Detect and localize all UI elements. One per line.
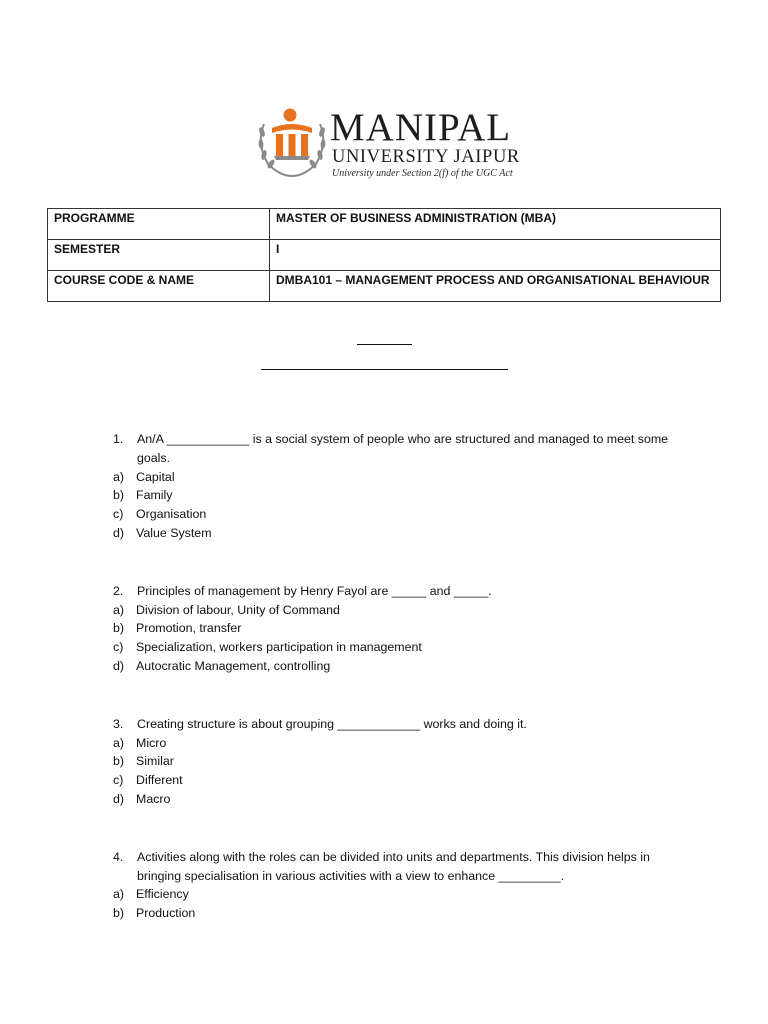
info-key: PROGRAMME <box>48 209 270 240</box>
course-info-table <box>47 208 721 302</box>
info-value: DMBA101 – MANAGEMENT PROCESS AND ORGANISATIONAL BEHAVIOUR <box>270 271 721 302</box>
divider-short <box>357 344 412 345</box>
logo-title: MANIPAL <box>330 106 512 149</box>
question-1 <box>0 430 768 543</box>
option-text: Specialization, workers participation in management <box>136 640 422 655</box>
question-list <box>0 430 768 962</box>
question-text: An/A ____________ is a social system of people who are structured and managed to meet some goals. <box>137 432 669 465</box>
info-key: COURSE CODE & NAME <box>48 271 270 302</box>
option-text: Micro <box>136 735 167 750</box>
option <box>0 657 768 676</box>
question-text: Principles of management by Henry Fayol are _____ and _____. <box>137 583 492 598</box>
option-text: Division of labour, Unity of Command <box>136 602 340 617</box>
option <box>0 468 768 487</box>
question-2 <box>0 582 768 676</box>
option-text: Family <box>136 488 173 503</box>
option <box>0 505 768 524</box>
question-number: 2. <box>113 583 124 598</box>
question-text: Activities along with the roles can be divided into units and departments. This division helps in bringing specialisation in various activities with a view to enhance _________. <box>137 849 650 883</box>
option <box>0 904 768 923</box>
option-letter: d) <box>113 658 125 673</box>
option-text: Efficiency <box>136 887 189 902</box>
table-row <box>48 209 721 240</box>
option-letter: b) <box>113 488 125 503</box>
option <box>0 619 768 638</box>
manipal-emblem-icon <box>254 104 330 180</box>
table-row <box>48 271 721 302</box>
option <box>0 771 768 790</box>
option-letter: b) <box>113 754 125 769</box>
logo-subtitle: UNIVERSITY JAIPUR <box>332 147 520 167</box>
option-text: Promotion, transfer <box>136 621 242 636</box>
option-letter: c) <box>113 507 124 522</box>
option <box>0 524 768 543</box>
question-number: 3. <box>113 716 124 731</box>
logo-tagline: University under Section 2(f) of the UGC Act <box>332 168 513 179</box>
info-value: I <box>270 240 721 271</box>
option-letter: a) <box>113 887 125 902</box>
option-letter: b) <box>113 906 125 921</box>
option-letter: c) <box>113 773 124 788</box>
option-letter: b) <box>113 621 125 636</box>
question-number: 1. <box>113 432 124 446</box>
option <box>0 486 768 505</box>
option-text: Organisation <box>136 507 207 522</box>
option-text: Similar <box>136 754 174 769</box>
table-row <box>48 240 721 271</box>
option-text: Capital <box>136 469 175 484</box>
option <box>0 752 768 771</box>
university-logo <box>254 104 534 182</box>
option-letter: a) <box>113 602 125 617</box>
option-text: Production <box>136 906 196 921</box>
option-text: Autocratic Management, controlling <box>136 658 331 673</box>
option-text: Value System <box>136 525 212 540</box>
option <box>0 638 768 657</box>
option <box>0 734 768 753</box>
question-text: Creating structure is about grouping ____________ works and doing it. <box>137 716 527 731</box>
info-value: MASTER OF BUSINESS ADMINISTRATION (MBA) <box>270 209 721 240</box>
option-letter: d) <box>113 525 125 540</box>
option-text: Macro <box>136 791 171 806</box>
question-number: 4. <box>113 849 124 864</box>
option-letter: a) <box>113 469 125 484</box>
option-letter: c) <box>113 640 124 655</box>
option <box>0 790 768 809</box>
question-3 <box>0 715 768 809</box>
option-letter: a) <box>113 735 125 750</box>
question-4 <box>0 848 768 923</box>
option <box>0 885 768 904</box>
option <box>0 601 768 620</box>
option-text: Different <box>136 773 183 788</box>
divider-long <box>261 369 508 370</box>
option-letter: d) <box>113 791 125 806</box>
info-key: SEMESTER <box>48 240 270 271</box>
